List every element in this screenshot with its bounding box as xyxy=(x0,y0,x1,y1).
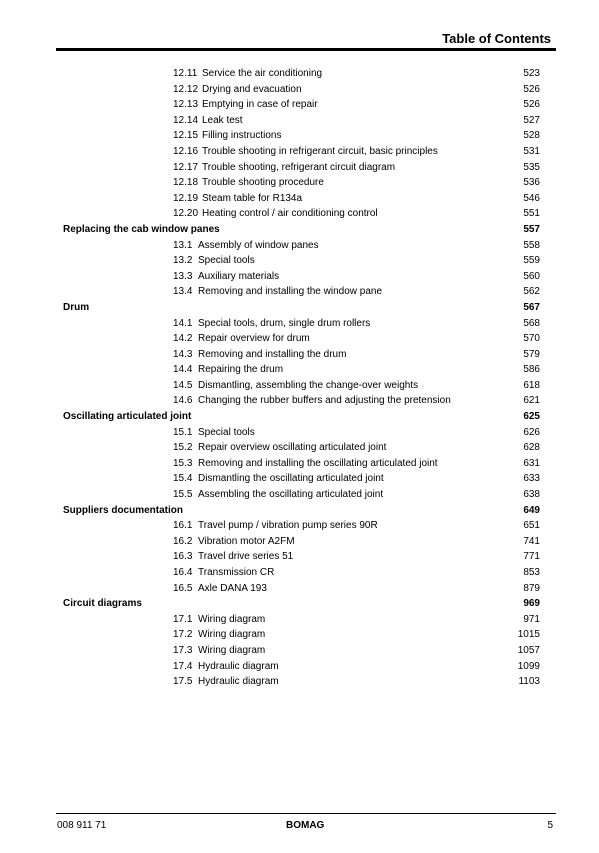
toc-page-number: 879 xyxy=(523,582,540,594)
table-of-contents xyxy=(0,66,599,690)
toc-chapter-title: Replacing the cab window panes xyxy=(63,223,220,235)
toc-entry-title: Changing the rubber buffers and adjusting the pretension xyxy=(198,395,451,407)
toc-entry-number: 12.20 xyxy=(173,208,199,220)
toc-entry-title: Travel pump / vibration pump series 90R xyxy=(198,520,378,532)
toc-entry-number: 15.2 xyxy=(173,442,193,454)
toc-entry-title: Travel drive series 51 xyxy=(198,551,294,563)
toc-page-number: 626 xyxy=(523,426,540,438)
toc-page-number: 527 xyxy=(523,114,540,126)
toc-entry-title: Trouble shooting in refrigerant circuit, basic principles xyxy=(202,145,438,157)
toc-entry-number: 13.2 xyxy=(173,255,193,267)
toc-entry-number: 17.2 xyxy=(173,629,193,641)
toc-page-number: 558 xyxy=(523,239,540,251)
brand-name: BOMAG xyxy=(286,820,325,831)
toc-entry-row[interactable] xyxy=(0,66,599,82)
toc-page-number: 526 xyxy=(523,83,540,95)
toc-entry-title: Axle DANA 193 xyxy=(198,582,267,594)
toc-page-number: 638 xyxy=(523,489,540,501)
toc-entry-row[interactable] xyxy=(0,425,599,441)
toc-page-number: 523 xyxy=(523,68,540,79)
toc-entry-number: 12.19 xyxy=(173,192,199,204)
toc-entry-title: Removing and installing the drum xyxy=(198,348,347,360)
toc-entry-row[interactable] xyxy=(0,175,599,191)
toc-entry-row[interactable] xyxy=(0,549,599,565)
toc-entry-number: 12.17 xyxy=(173,161,199,173)
toc-entry-number: 13.3 xyxy=(173,270,193,282)
toc-chapter-title: Suppliers documentation xyxy=(63,504,184,516)
toc-entry-number: 12.18 xyxy=(173,177,199,189)
toc-page-number: 1103 xyxy=(518,676,540,688)
toc-chapter-row[interactable] xyxy=(0,300,599,316)
toc-entry-title: Service the air conditioning xyxy=(202,68,323,79)
toc-entry-row[interactable] xyxy=(0,238,599,254)
toc-entry-title: Repair overview oscillating articulated joint xyxy=(198,442,387,454)
toc-entry-title: Assembly of window panes xyxy=(198,239,319,251)
toc-entry-row[interactable] xyxy=(0,627,599,643)
toc-entry-row[interactable] xyxy=(0,565,599,581)
toc-entry-title: Wiring diagram xyxy=(198,613,266,625)
toc-entry-row[interactable] xyxy=(0,659,599,675)
toc-entry-number: 14.2 xyxy=(173,333,193,345)
toc-entry-number: 17.3 xyxy=(173,644,193,656)
toc-entry-title: Trouble shooting, refrigerant circuit diagram xyxy=(202,161,396,173)
toc-entry-number: 14.6 xyxy=(173,395,193,407)
toc-entry-row[interactable] xyxy=(0,160,599,176)
toc-page-number: 618 xyxy=(523,379,540,391)
toc-entry-row[interactable] xyxy=(0,316,599,332)
toc-entry-number: 17.5 xyxy=(173,676,193,688)
toc-entry-title: Hydraulic diagram xyxy=(198,676,279,688)
toc-entry-number: 16.1 xyxy=(173,520,193,532)
toc-entry-number: 13.4 xyxy=(173,286,193,298)
toc-entry-title: Drying and evacuation xyxy=(202,83,302,95)
toc-entry-number: 12.12 xyxy=(173,83,199,95)
toc-entry-title: Wiring diagram xyxy=(198,629,266,641)
toc-entry-row[interactable] xyxy=(0,144,599,160)
toc-entry-number: 14.4 xyxy=(173,364,193,376)
toc-entry-number: 14.5 xyxy=(173,379,193,391)
header-divider xyxy=(56,48,556,51)
toc-entry-row[interactable] xyxy=(0,534,599,550)
toc-entry-row[interactable] xyxy=(0,284,599,300)
toc-page-number: 649 xyxy=(523,504,540,516)
toc-entry-title: Auxiliary materials xyxy=(198,270,280,282)
toc-entry-title: Trouble shooting procedure xyxy=(202,177,324,189)
toc-entry-number: 12.16 xyxy=(173,145,199,157)
page-title: Table of Contents xyxy=(442,31,551,46)
toc-entry-row[interactable] xyxy=(0,393,599,409)
page-number: 5 xyxy=(547,820,553,831)
toc-entry-number: 12.13 xyxy=(173,99,199,111)
toc-chapter-title: Circuit diagrams xyxy=(63,598,142,610)
toc-entry-row[interactable] xyxy=(0,206,599,222)
toc-page-number: 568 xyxy=(523,317,540,329)
toc-entry-number: 16.5 xyxy=(173,582,193,594)
toc-entry-row[interactable] xyxy=(0,362,599,378)
toc-entry-row[interactable] xyxy=(0,347,599,363)
toc-page-number: 535 xyxy=(523,161,540,173)
toc-page-number: 559 xyxy=(523,255,540,267)
toc-entry-title: Repair overview for drum xyxy=(198,333,310,345)
toc-entry-title: Wiring diagram xyxy=(198,644,266,656)
toc-chapter-title: Oscillating articulated joint xyxy=(63,411,192,423)
toc-entry-title: Transmission CR xyxy=(198,567,275,578)
toc-entry-row[interactable] xyxy=(0,440,599,456)
toc-page-number: 741 xyxy=(523,535,540,547)
toc-page-number: 625 xyxy=(523,411,540,423)
toc-chapter-row[interactable] xyxy=(0,222,599,238)
toc-entry-row[interactable] xyxy=(0,581,599,597)
toc-entry-title: Repairing the drum xyxy=(198,364,284,376)
toc-entry-title: Dismantling, assembling the change-over weights xyxy=(198,379,419,391)
toc-page-number: 971 xyxy=(523,613,540,625)
toc-chapter-row[interactable] xyxy=(0,503,599,519)
toc-entry-title: Vibration motor A2FM xyxy=(198,535,295,547)
toc-entry-number: 12.11 xyxy=(173,68,198,79)
toc-entry-row[interactable] xyxy=(0,331,599,347)
toc-page-number: 562 xyxy=(523,286,540,298)
toc-entry-title: Special tools xyxy=(198,426,255,438)
toc-entry-row[interactable] xyxy=(0,113,599,129)
toc-page-number: 586 xyxy=(523,364,540,376)
footer-divider xyxy=(56,813,556,814)
toc-entry-number: 16.2 xyxy=(173,535,193,547)
toc-page-number: 526 xyxy=(523,99,540,111)
toc-entry-number: 14.1 xyxy=(173,317,193,329)
toc-page-number: 1057 xyxy=(517,644,540,656)
toc-entry-row[interactable] xyxy=(0,674,599,690)
toc-chapter-row[interactable] xyxy=(0,409,599,425)
toc-entry-number: 16.3 xyxy=(173,551,193,563)
toc-entry-number: 17.4 xyxy=(173,660,193,672)
toc-entry-title: Heating control / air conditioning control xyxy=(202,208,378,220)
toc-entry-row[interactable] xyxy=(0,612,599,628)
toc-page-number: 579 xyxy=(523,348,540,360)
toc-entry-title: Special tools, drum, single drum rollers xyxy=(198,317,371,329)
toc-entry-row[interactable] xyxy=(0,456,599,472)
toc-entry-title: Leak test xyxy=(202,114,243,126)
toc-entry-title: Removing and installing the oscillating articulated joint xyxy=(198,457,438,469)
toc-entry-row[interactable] xyxy=(0,191,599,207)
toc-page-number: 633 xyxy=(523,473,540,485)
toc-page-number: 546 xyxy=(523,192,540,204)
toc-entry-row[interactable] xyxy=(0,643,599,659)
toc-entry-number: 12.14 xyxy=(173,114,199,126)
toc-page-number: 551 xyxy=(523,208,540,220)
toc-entry-row[interactable] xyxy=(0,471,599,487)
toc-page-number: 531 xyxy=(523,145,540,157)
toc-page-number: 1099 xyxy=(517,660,540,672)
toc-entry-title: Filling instructions xyxy=(202,130,282,142)
toc-entry-title: Dismantling the oscillating articulated joint xyxy=(198,473,384,485)
toc-page-number: 969 xyxy=(523,598,540,610)
toc-page-number: 631 xyxy=(523,457,540,469)
toc-page-number: 567 xyxy=(523,301,540,313)
toc-page-number: 853 xyxy=(523,567,540,578)
toc-entry-number: 12.15 xyxy=(173,130,199,142)
toc-page-number: 560 xyxy=(523,270,540,282)
toc-chapter-row[interactable] xyxy=(0,596,599,612)
toc-entry-number: 17.1 xyxy=(173,613,193,625)
toc-entry-row[interactable] xyxy=(0,378,599,394)
toc-page-number: 771 xyxy=(523,551,540,563)
toc-entry-number: 15.3 xyxy=(173,457,193,469)
toc-entry-number: 15.1 xyxy=(173,426,193,438)
toc-entry-title: Emptying in case of repair xyxy=(202,99,318,111)
toc-entry-number: 16.4 xyxy=(173,567,193,578)
toc-entry-title: Steam table for R134a xyxy=(202,192,303,204)
document-number: 008 911 71 xyxy=(57,820,107,831)
toc-page-number: 536 xyxy=(523,177,540,189)
toc-entry-row[interactable] xyxy=(0,269,599,285)
toc-page-number: 557 xyxy=(523,223,540,235)
toc-entry-title: Assembling the oscillating articulated joint xyxy=(198,489,384,501)
toc-entry-number: 13.1 xyxy=(173,239,193,251)
toc-entry-number: 14.3 xyxy=(173,348,193,360)
toc-entry-row[interactable] xyxy=(0,97,599,113)
toc-entry-row[interactable] xyxy=(0,128,599,144)
toc-entry-row[interactable] xyxy=(0,487,599,503)
toc-page-number: 570 xyxy=(523,333,540,345)
toc-entry-title: Hydraulic diagram xyxy=(198,660,279,672)
toc-page-number: 528 xyxy=(523,130,540,142)
toc-entry-title: Removing and installing the window pane xyxy=(198,286,383,298)
toc-page-number: 1015 xyxy=(517,629,540,641)
toc-page-number: 651 xyxy=(523,520,540,532)
toc-page-number: 621 xyxy=(523,395,540,407)
toc-entry-row[interactable] xyxy=(0,518,599,534)
toc-entry-title: Special tools xyxy=(198,255,255,267)
toc-entry-number: 15.5 xyxy=(173,489,193,501)
toc-page-number: 628 xyxy=(523,442,540,454)
toc-chapter-title: Drum xyxy=(63,301,90,313)
toc-entry-row[interactable] xyxy=(0,253,599,269)
toc-entry-number: 15.4 xyxy=(173,473,193,485)
toc-entry-row[interactable] xyxy=(0,82,599,98)
